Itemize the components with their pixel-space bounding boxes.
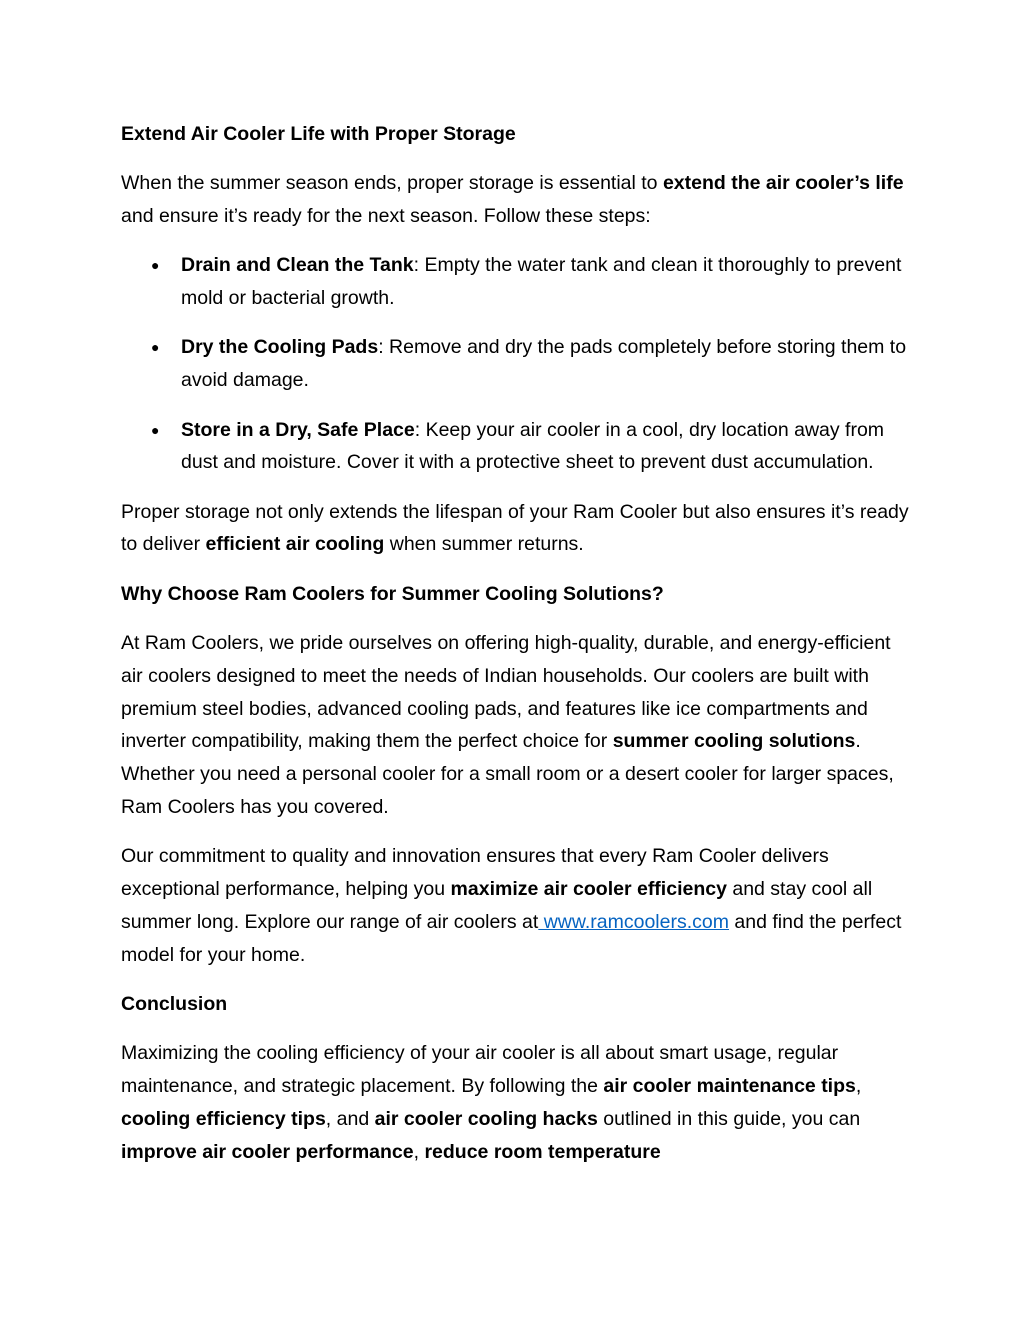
storage-intro-paragraph: When the summer season ends, proper storage is essential to extend the air cooler’s life and ensure it’s ready for the next season. Follow these steps: [121, 172, 904, 228]
list-item: ● Dry the Cooling Pads: Remove and dry the pads completely before storing them to avoid damage. [121, 331, 911, 397]
why-choose-paragraph: At Ram Coolers, we pride ourselves on offering high-quality, durable, and energy-efficient air coolers designed to meet the needs of Indian households. Our coolers are built with premium steel bodies, advanced cooling pads, and features like ice compartments and inverter compatibility, making them the perfect choice for summer cooling solutions. Whether you need a personal cooler for a small room or a desert cooler for larger spaces, Ram Coolers has you covered. [121, 632, 894, 819]
list-item: ● Store in a Dry, Safe Place: Keep your air cooler in a cool, dry location away from dust and moisture. Cover it with a protective sheet to prevent dust accumulation. [121, 414, 911, 480]
bullet-icon: ● [151, 339, 160, 356]
section-heading-conclusion: Conclusion [121, 993, 228, 1016]
bullet-icon: ● [151, 421, 160, 438]
section-heading-why-choose: Why Choose Ram Coolers for Summer Cooling Solutions? [121, 582, 664, 605]
commitment-paragraph: Our commitment to quality and innovation ensures that every Ram Cooler delivers exceptional performance, helping you maximize air cooler efficiency and stay cool all summer long. Explore our range of air coolers at www.ramcoolers.com and find the perfect model for your home. [121, 845, 902, 966]
conclusion-paragraph: Maximizing the cooling efficiency of your air cooler is all about smart usage, regular maintenance, and strategic placement. By following the air cooler maintenance tips, cooling efficiency tips, and air cooler cooling hacks outlined in this guide, you can improve air cooler performance, reduce room temperature [121, 1042, 862, 1163]
ramcoolers-website-link[interactable]: www.ramcoolers.com [538, 910, 729, 933]
storage-steps-list [121, 249, 911, 479]
section-heading-storage: Extend Air Cooler Life with Proper Storage [121, 123, 516, 145]
storage-closing-paragraph: Proper storage not only extends the lifespan of your Ram Cooler but also ensures it’s ready to deliver efficient air cooling when summer returns. [121, 500, 909, 556]
document-page [121, 118, 911, 1185]
bullet-icon: ● [151, 257, 160, 274]
list-item: ● Drain and Clean the Tank: Empty the water tank and clean it thoroughly to prevent mold or bacterial growth. [121, 249, 911, 315]
